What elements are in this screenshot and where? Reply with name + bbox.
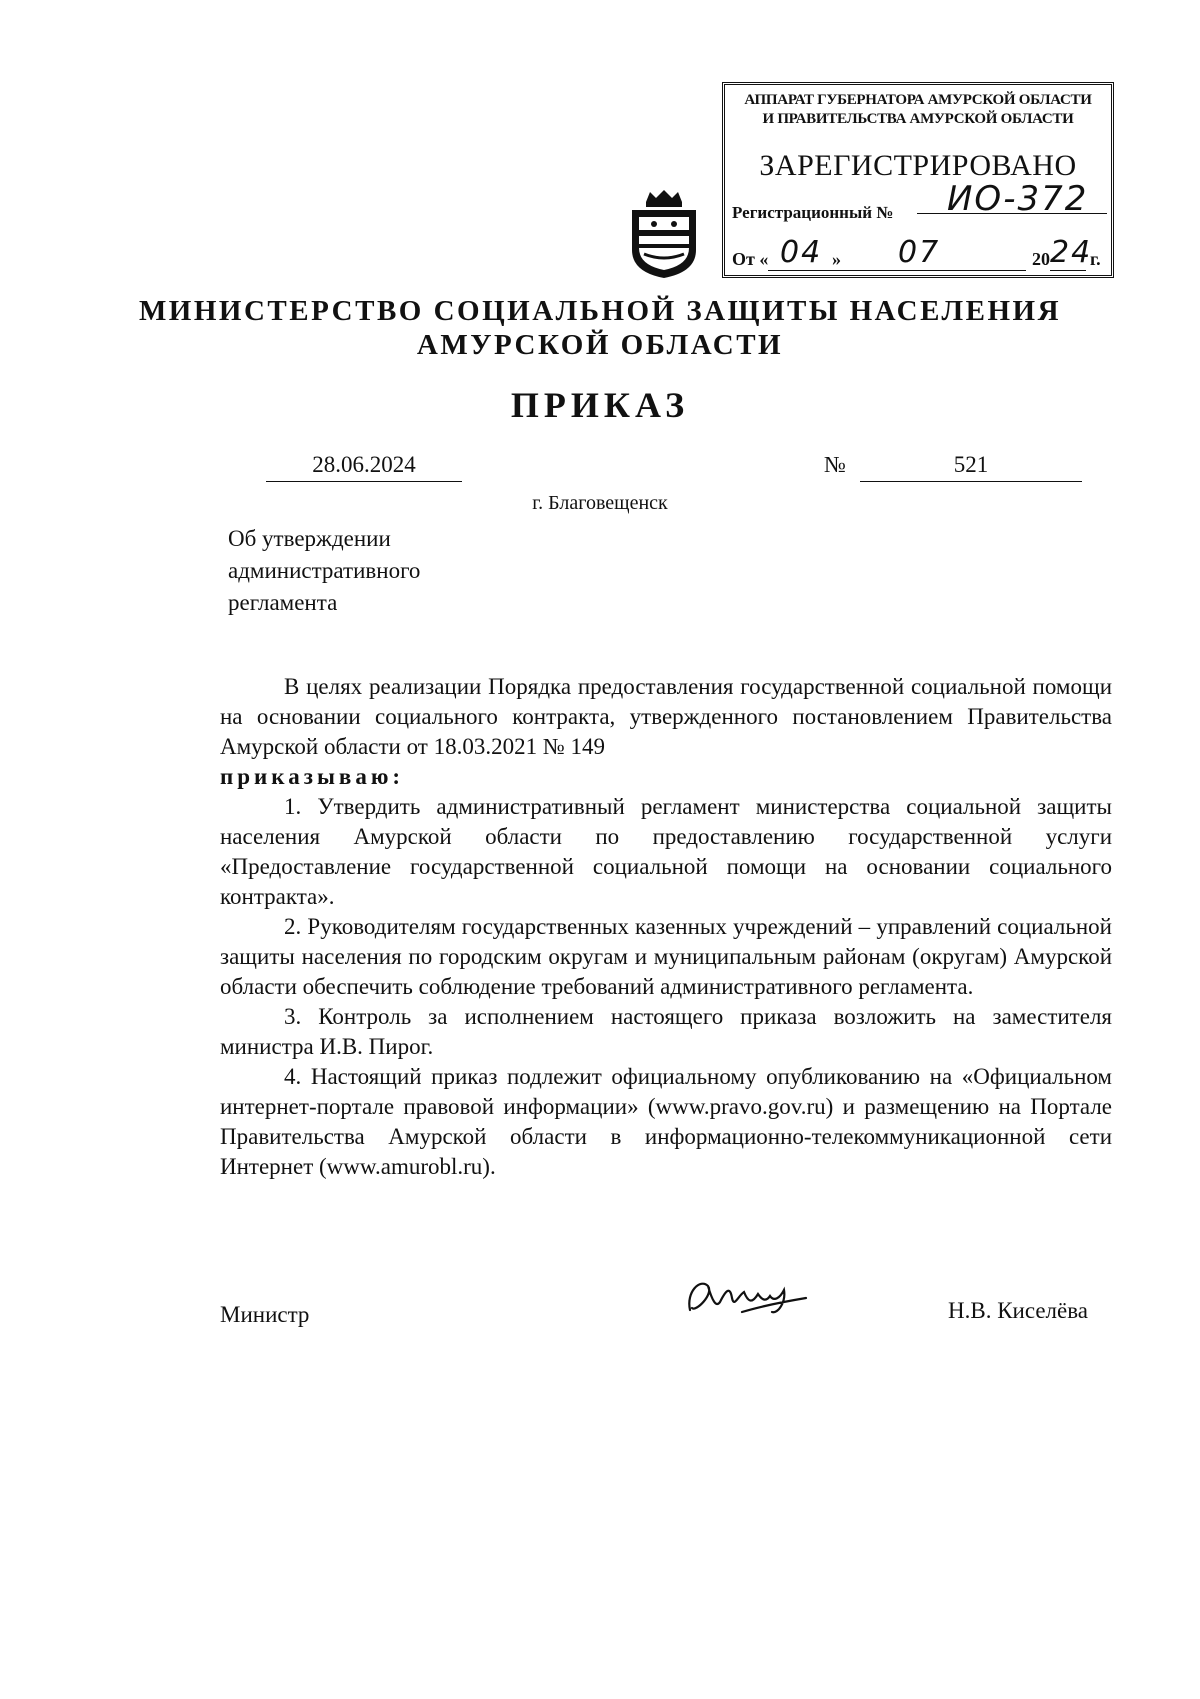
order-item-1: 1. Утвердить административный регламент министерства социальной защиты населения Амурской области по предоставлению государственной услуги «Предоставление государственной социальной помощи на основании социального контракта». (220, 794, 1112, 909)
document-type-title: ПРИКАЗ (510, 385, 690, 425)
signatory-role: Министр (220, 1302, 310, 1327)
order-body (220, 672, 1112, 1182)
decree-word: приказываю: (220, 764, 405, 789)
preamble-paragraph: В целях реализации Порядка предоставления государственной социальной помощи на основании социального контракта, утвержденного постановлением Правительства Амурской области от 18.03.2021 № 149 (220, 674, 1112, 759)
handwritten-signature (682, 1272, 812, 1327)
order-item-3: 3. Контроль за исполнением настоящего приказа возложить на заместителя министра И.В. Пирог. (220, 1004, 1112, 1059)
order-item-4: 4. Настоящий приказ подлежит официальному опубликованию на «Официальном интернет-портале правовой информации» (www.pravo.gov.ru) и размещению на Портале Правительства Амурской области в информационно-телекоммуникационной сети Интернет (www.amurobl.ru). (220, 1064, 1112, 1179)
stamp-org-line2: И ПРАВИТЕЛЬСТВА АМУРСКОЙ ОБЛАСТИ (762, 111, 1074, 127)
subject-line2: административного (228, 558, 421, 583)
stamp-year-underline (1050, 269, 1086, 271)
stamp-date-year-suffix: 24 (1050, 235, 1093, 270)
subject-line3: регламента (228, 590, 338, 615)
ministry-name-line2: АМУРСКОЙ ОБЛАСТИ (416, 329, 784, 361)
coat-of-arms-icon (626, 188, 702, 280)
stamp-date-month: 07 (898, 235, 941, 270)
order-subject (228, 523, 420, 619)
registration-stamp (722, 82, 1114, 278)
stamp-reg-number: ИО-372 (947, 179, 1089, 219)
stamp-org-line1: АППАРАТ ГУБЕРНАТОРА АМУРСКОЙ ОБЛАСТИ (744, 92, 1092, 108)
stamp-date-quote-close: » (832, 249, 841, 269)
ministry-name-line1: МИНИСТЕРСТВО СОЦИАЛЬНОЙ ЗАЩИТЫ НАСЕЛЕНИЯ (138, 295, 1062, 327)
stamp-date-year-prefix: 20 (1032, 249, 1050, 269)
order-date: 28.06.2024 (266, 452, 462, 482)
signatory-name: Н.В. Киселёва (948, 1298, 1088, 1323)
stamp-date-year-unit: г. (1090, 249, 1101, 269)
subject-line1: Об утверждении (228, 526, 391, 551)
stamp-date-from-label: От « (732, 249, 769, 269)
stamp-date-day: 04 (780, 235, 823, 270)
stamp-date-underline (768, 269, 1026, 271)
order-item-2: 2. Руководителям государственных казенных учреждений – управлений социальной защиты населения по городским округам и муниципальным районам (округам) Амурской области обеспечить соблюдение требований административного регламента. (220, 914, 1112, 999)
stamp-date-row (732, 235, 1110, 271)
city: г. Благовещенск (532, 492, 668, 514)
stamp-reg-label: Регистрационный № (732, 203, 894, 222)
stamp-reg-number-field (917, 179, 1107, 219)
stamp-title: ЗАРЕГИСТРИРОВАНО (759, 149, 1077, 182)
order-number: 521 (860, 452, 1082, 482)
order-number-label: № (824, 452, 846, 477)
